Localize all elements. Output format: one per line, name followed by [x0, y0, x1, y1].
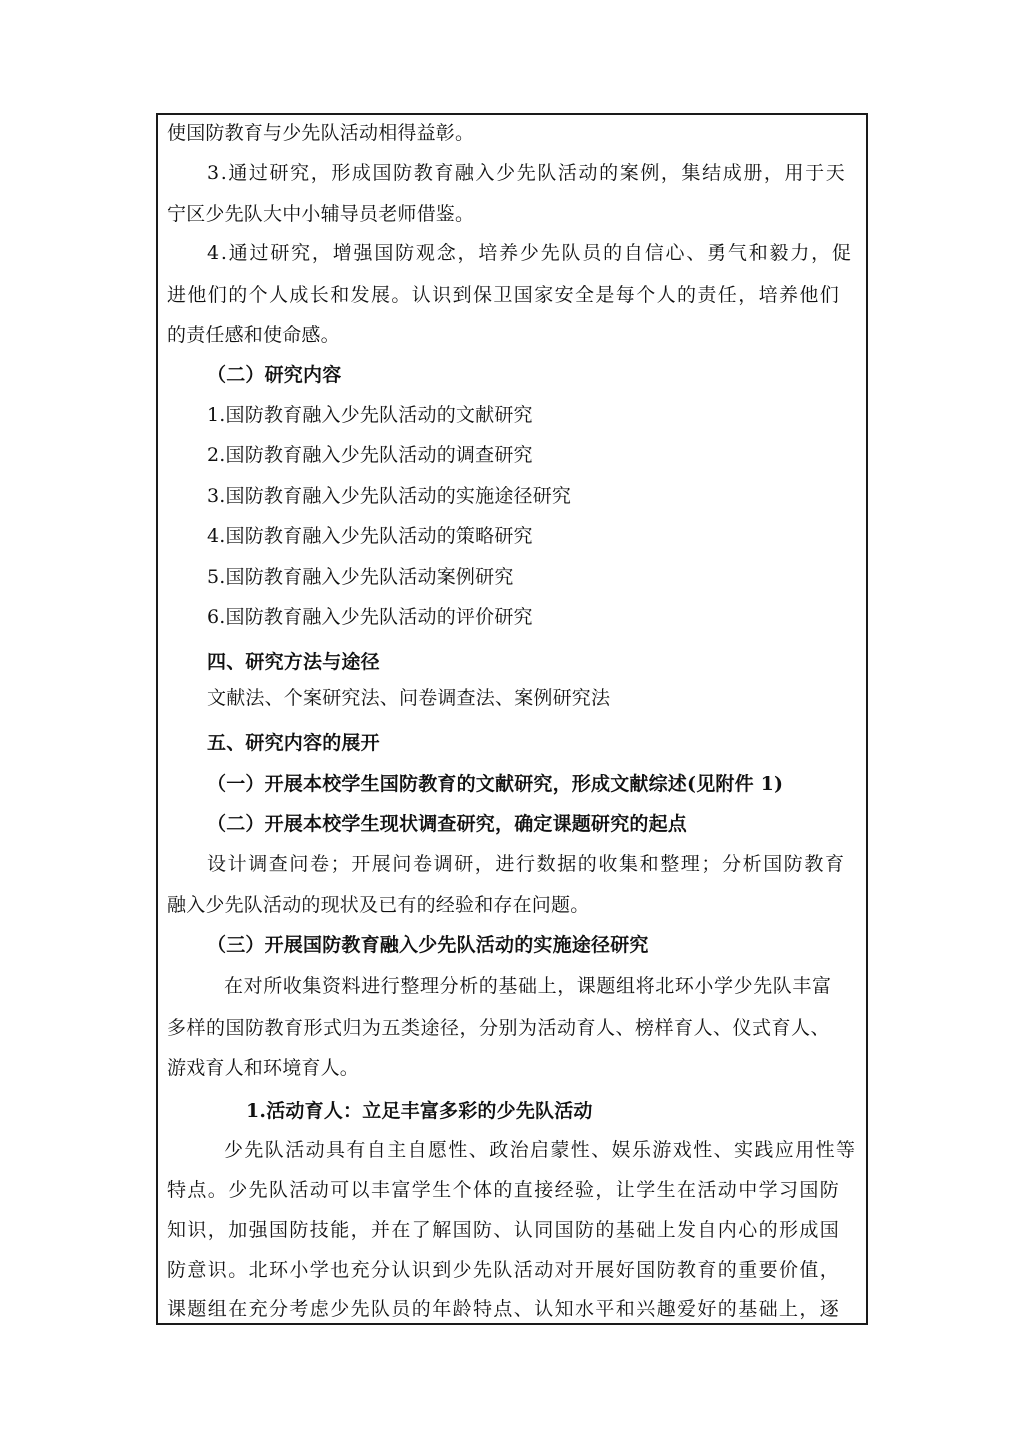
- list-item: 6.国防教育融入少先队活动的评价研究: [207, 606, 533, 628]
- text-line: 知识，加强国防技能，并在了解国防、认同国防的基础上发自内心的形成国: [167, 1219, 841, 1241]
- subsection-heading: （二）开展本校学生现状调查研究，确定课题研究的起点: [207, 813, 688, 835]
- text-line: 融入少先队活动的现状及已有的经验和存在问题。: [167, 894, 590, 916]
- subsection-heading: （一）开展本校学生国防教育的文献研究，形成文献综述(见附件 1): [207, 773, 784, 795]
- section-heading: 五、研究内容的展开: [207, 732, 380, 754]
- text-line: 宁区少先队大中小辅导员老师借鉴。: [167, 203, 475, 225]
- list-item: 3.国防教育融入少先队活动的实施途径研究: [207, 485, 572, 507]
- text-line: 进他们的个人成长和发展。认识到保卫国家安全是每个人的责任，培养他们: [167, 284, 841, 306]
- list-item: 2.国防教育融入少先队活动的调查研究: [207, 444, 533, 466]
- text-line: 设计调查问卷；开展问卷调研，进行数据的收集和整理；分析国防教育: [207, 853, 846, 875]
- text-line: 少先队活动具有自主自愿性、政治启蒙性、娱乐游戏性、实践应用性等: [224, 1139, 857, 1161]
- list-item: 5.国防教育融入少先队活动案例研究: [207, 566, 514, 588]
- text-line: 文献法、个案研究法、问卷调查法、案例研究法: [207, 687, 611, 709]
- text-line: 使国防教育与少先队活动相得益彰。: [167, 122, 475, 144]
- section-heading: 四、研究方法与途径: [207, 651, 380, 673]
- text-line: 的责任感和使命感。: [167, 324, 340, 346]
- text-line: 3.通过研究，形成国防教育融入少先队活动的案例，集结成册，用于天: [207, 162, 847, 184]
- subsection-heading: 1.活动育人：立足丰富多彩的少先队活动: [246, 1100, 593, 1122]
- text-line: 多样的国防教育形式归为五类途径，分别为活动育人、榜样育人、仪式育人、: [167, 1017, 831, 1039]
- section-heading: （二）研究内容: [207, 364, 342, 386]
- list-item: 4.国防教育融入少先队活动的策略研究: [207, 525, 533, 547]
- text-line: 特点。少先队活动可以丰富学生个体的直接经验，让学生在活动中学习国防: [167, 1179, 841, 1201]
- text-line: 在对所收集资料进行整理分析的基础上，课题组将北环小学少先队丰富: [224, 975, 832, 997]
- subsection-heading: （三）开展国防教育融入少先队活动的实施途径研究: [207, 934, 649, 956]
- list-item: 1.国防教育融入少先队活动的文献研究: [207, 404, 533, 426]
- text-line: 防意识。北环小学也充分认识到少先队活动对开展好国防教育的重要价值，: [167, 1259, 841, 1281]
- text-line: 课题组在充分考虑少先队员的年龄特点、认知水平和兴趣爱好的基础上，逐: [167, 1298, 841, 1320]
- text-line: 游戏育人和环境育人。: [167, 1057, 360, 1079]
- text-line: 4.通过研究，增强国防观念，培养少先队员的自信心、勇气和毅力，促: [207, 242, 853, 264]
